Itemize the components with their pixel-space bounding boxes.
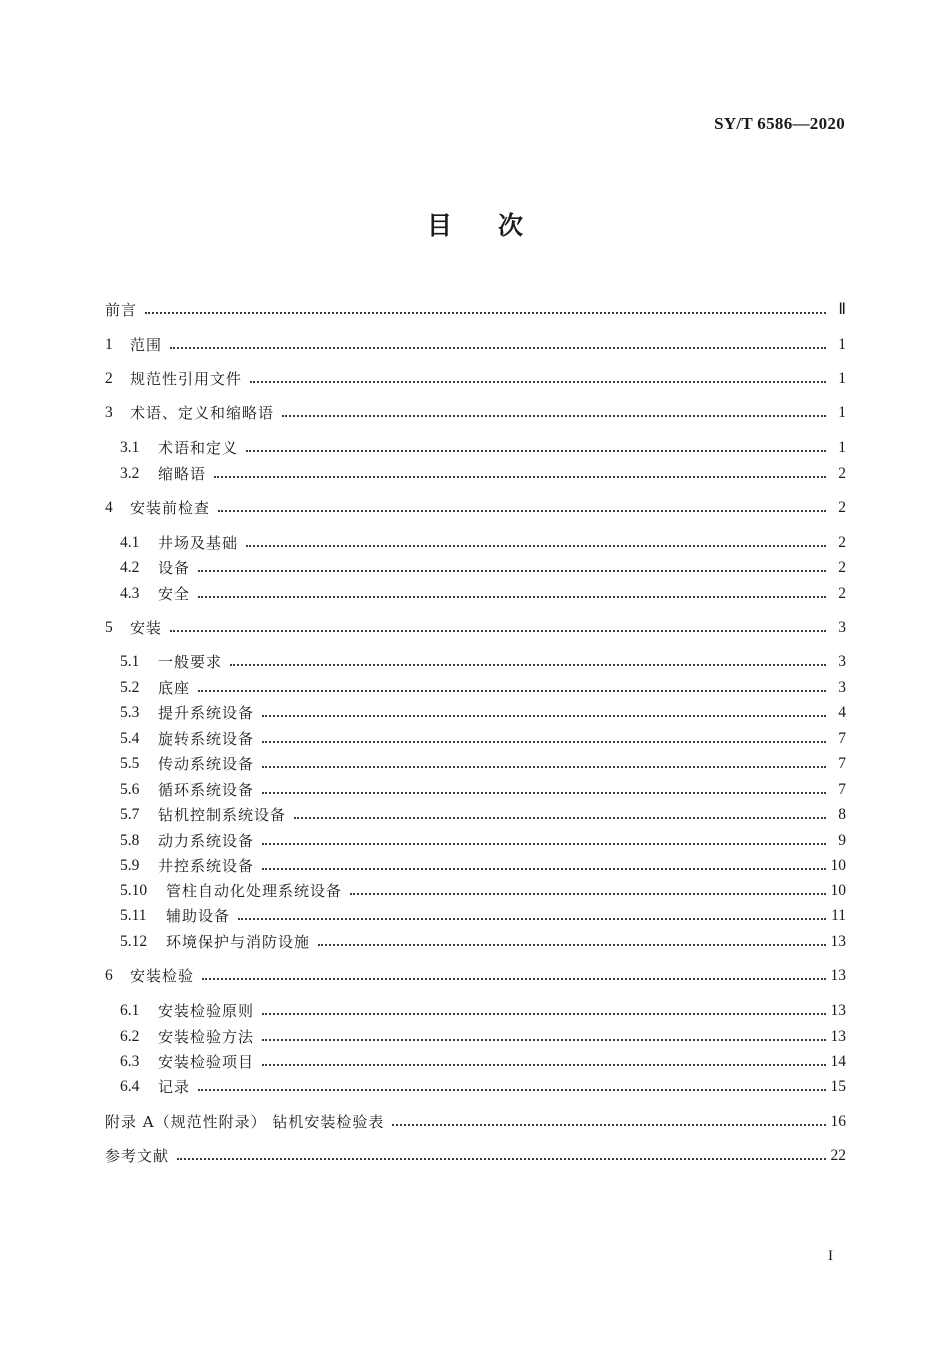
- toc-entry-number: 3.2: [120, 465, 140, 482]
- toc-entry-label: 管柱自动化处理系统设备: [166, 882, 343, 900]
- toc-entry-label: 术语和定义: [158, 439, 239, 457]
- toc-entry-page: 10: [830, 882, 846, 899]
- toc-entry-label: 参考文献: [105, 1147, 170, 1165]
- toc-entry-number: 3.1: [120, 439, 140, 456]
- toc-entry-page: 14: [830, 1053, 846, 1070]
- toc-entry-number: 5.6: [120, 781, 140, 798]
- toc-entry-page: 7: [838, 755, 846, 772]
- toc-entry-label: 安装: [130, 619, 163, 637]
- toc-entry-page: 13: [830, 967, 846, 984]
- toc-entry-page: 2: [838, 585, 846, 602]
- toc-entry-page: 8: [838, 806, 846, 823]
- toc-dot-leader: [262, 740, 826, 743]
- toc-entry-label: 旋转系统设备: [158, 730, 255, 748]
- toc-title-char-2: 次: [498, 211, 524, 240]
- toc-title-char-1: 目: [426, 211, 452, 240]
- toc-entry-label: 安装检验项目: [158, 1053, 255, 1071]
- toc-entry-page: 2: [838, 499, 846, 516]
- toc-entry[interactable]: [105, 618, 846, 638]
- toc-entry[interactable]: [105, 369, 846, 389]
- toc-dot-leader: [246, 449, 826, 452]
- toc-entry[interactable]: [120, 584, 846, 604]
- toc-entry[interactable]: [120, 805, 846, 825]
- toc-title: [0, 206, 950, 242]
- toc-entry-label: 术语、定义和缩略语: [130, 404, 275, 422]
- toc-entry-label: 安装检验原则: [158, 1002, 255, 1020]
- toc-entry-page: 9: [838, 832, 846, 849]
- toc-entry-number: 5.11: [120, 907, 147, 924]
- toc-entry-number: 1: [105, 336, 113, 353]
- toc-entry-page: 3: [838, 679, 846, 696]
- toc-entry-page: 2: [838, 559, 846, 576]
- toc-entry-label: 井控系统设备: [158, 857, 255, 875]
- toc-entry-number: 5.8: [120, 832, 140, 849]
- toc-entry-number: 5: [105, 619, 113, 636]
- toc-entry-page: 13: [830, 1028, 846, 1045]
- toc-dot-leader: [238, 917, 826, 920]
- toc-dot-leader: [262, 1038, 826, 1041]
- toc-entry[interactable]: [120, 754, 846, 774]
- toc-entry-number: 6.2: [120, 1028, 140, 1045]
- toc-dot-leader: [230, 663, 826, 666]
- toc-entry[interactable]: [120, 1027, 846, 1047]
- toc-dot-leader: [198, 595, 826, 598]
- toc-entry-number: 5.2: [120, 679, 140, 696]
- toc-entry-page: 13: [830, 933, 846, 950]
- toc-dot-leader: [198, 569, 826, 572]
- toc-entry[interactable]: [120, 729, 846, 749]
- toc-entry-label: 设备: [158, 559, 191, 577]
- toc-entry-number: 4.1: [120, 534, 140, 551]
- toc-dot-leader: [198, 689, 826, 692]
- toc-entry-number: 4.2: [120, 559, 140, 576]
- toc-entry-number: 6: [105, 967, 113, 984]
- toc-entry[interactable]: [120, 678, 846, 698]
- toc-entry[interactable]: [120, 932, 846, 952]
- toc-entry-page: 7: [838, 781, 846, 798]
- toc-entry[interactable]: [120, 703, 846, 723]
- toc-entry-label: 安全: [158, 585, 191, 603]
- toc-entry[interactable]: [105, 966, 846, 986]
- toc-entry-number: 6.4: [120, 1078, 140, 1095]
- toc-entry-number: 3: [105, 404, 113, 421]
- toc-entry[interactable]: [120, 856, 846, 876]
- toc-entry-page: 11: [831, 907, 846, 924]
- toc-entry-page: 16: [830, 1113, 846, 1130]
- toc-entry-number: 2: [105, 370, 113, 387]
- toc-entry-label: 井场及基础: [158, 534, 239, 552]
- toc-entry-number: 4.3: [120, 585, 140, 602]
- toc-dot-leader: [145, 311, 826, 314]
- toc-dot-leader: [250, 380, 826, 383]
- toc-entry-label: 提升系统设备: [158, 704, 255, 722]
- toc-entry-page: 15: [830, 1078, 846, 1095]
- toc-entry-number: 5.9: [120, 857, 140, 874]
- toc-entry-label: 传动系统设备: [158, 755, 255, 773]
- toc-dot-leader: [262, 765, 826, 768]
- toc-entry[interactable]: [105, 1112, 846, 1132]
- toc-entry-number: 5.4: [120, 730, 140, 747]
- toc-entry-label: 安装检验方法: [158, 1028, 255, 1046]
- toc-entry[interactable]: [120, 831, 846, 851]
- toc-entry-label: 底座: [158, 679, 191, 697]
- toc-dot-leader: [262, 842, 826, 845]
- toc-entry-page: 2: [838, 534, 846, 551]
- toc-entry[interactable]: [120, 533, 846, 553]
- toc-entry-label: 记录: [158, 1078, 191, 1096]
- toc-dot-leader: [262, 791, 826, 794]
- toc-entry-number: 5.3: [120, 704, 140, 721]
- toc-entry-label: 一般要求: [158, 653, 223, 671]
- toc-entry[interactable]: [105, 498, 846, 518]
- toc-dot-leader: [218, 509, 826, 512]
- toc-entry-number: 6.1: [120, 1002, 140, 1019]
- toc-entry-number: 5.5: [120, 755, 140, 772]
- footer-page-number: I: [828, 1248, 833, 1264]
- toc-entry-page: 1: [838, 439, 846, 456]
- toc-entry-page: 1: [838, 336, 846, 353]
- toc-dot-leader: [350, 892, 826, 895]
- toc-entry[interactable]: [105, 335, 846, 355]
- toc-dot-leader: [262, 1063, 826, 1066]
- toc-entry[interactable]: [105, 403, 846, 423]
- toc-entry[interactable]: [120, 464, 846, 484]
- toc-entry-label: 附录 A（规范性附录） 钻机安装检验表: [105, 1113, 385, 1131]
- toc-dot-leader: [214, 475, 826, 478]
- toc-dot-leader: [262, 714, 826, 717]
- toc-entry-number: 5.7: [120, 806, 140, 823]
- toc-entry-label: 规范性引用文件: [130, 370, 243, 388]
- toc-entry-page: 4: [838, 704, 846, 721]
- toc-entry-label: 循环系统设备: [158, 781, 255, 799]
- toc-dot-leader: [202, 977, 826, 980]
- toc-entry-label: 缩略语: [158, 465, 207, 483]
- toc-entry-page: 2: [838, 465, 846, 482]
- toc-entry-page: Ⅱ: [838, 301, 846, 318]
- toc-entry-label: 辅助设备: [166, 907, 231, 925]
- toc-entry[interactable]: [120, 780, 846, 800]
- toc-dot-leader: [318, 943, 826, 946]
- toc-dot-leader: [170, 629, 826, 632]
- toc-entry-label: 动力系统设备: [158, 832, 255, 850]
- toc-dot-leader: [282, 414, 826, 417]
- toc-entry[interactable]: [120, 438, 846, 458]
- toc-dot-leader: [170, 346, 826, 349]
- toc-entry-page: 10: [830, 857, 846, 874]
- toc-entry[interactable]: [120, 881, 846, 901]
- toc-entry-number: 5.12: [120, 933, 148, 950]
- toc-entry-label: 钻机控制系统设备: [158, 806, 287, 824]
- toc-entry-label: 安装前检查: [130, 499, 211, 517]
- toc-entry[interactable]: [120, 1052, 846, 1072]
- toc-entry-page: 13: [830, 1002, 846, 1019]
- standard-code: SY/T 6586—2020: [714, 114, 845, 133]
- toc-entry[interactable]: [120, 906, 846, 926]
- toc-dot-leader: [294, 816, 826, 819]
- toc-dot-leader: [392, 1123, 826, 1126]
- toc-entry[interactable]: [120, 652, 846, 672]
- toc-dot-leader: [246, 544, 826, 547]
- toc-entry-page: 7: [838, 730, 846, 747]
- toc-entry-label: 前言: [105, 301, 138, 319]
- toc-entry-page: 1: [838, 370, 846, 387]
- toc-entry-page: 1: [838, 404, 846, 421]
- toc-entry[interactable]: [120, 1001, 846, 1021]
- toc-dot-leader: [198, 1088, 826, 1091]
- toc-entry-number: 5.10: [120, 882, 148, 899]
- toc-entry-label: 范围: [130, 336, 163, 354]
- toc-entry-page: 22: [830, 1147, 846, 1164]
- toc-entry-number: 4: [105, 499, 113, 516]
- toc-entry-label: 环境保护与消防设施: [166, 933, 311, 951]
- toc-dot-leader: [177, 1157, 826, 1160]
- toc-entry[interactable]: [105, 1146, 846, 1166]
- toc-entry[interactable]: [120, 558, 846, 578]
- toc-entry[interactable]: [120, 1077, 846, 1097]
- toc-entry-label: 安装检验: [130, 967, 195, 985]
- toc-dot-leader: [262, 1012, 826, 1015]
- toc-entry-page: 3: [838, 619, 846, 636]
- toc-dot-leader: [262, 867, 826, 870]
- toc-entry[interactable]: [105, 300, 846, 320]
- toc-entry-number: 5.1: [120, 653, 140, 670]
- toc-entry-page: 3: [838, 653, 846, 670]
- toc-entry-number: 6.3: [120, 1053, 140, 1070]
